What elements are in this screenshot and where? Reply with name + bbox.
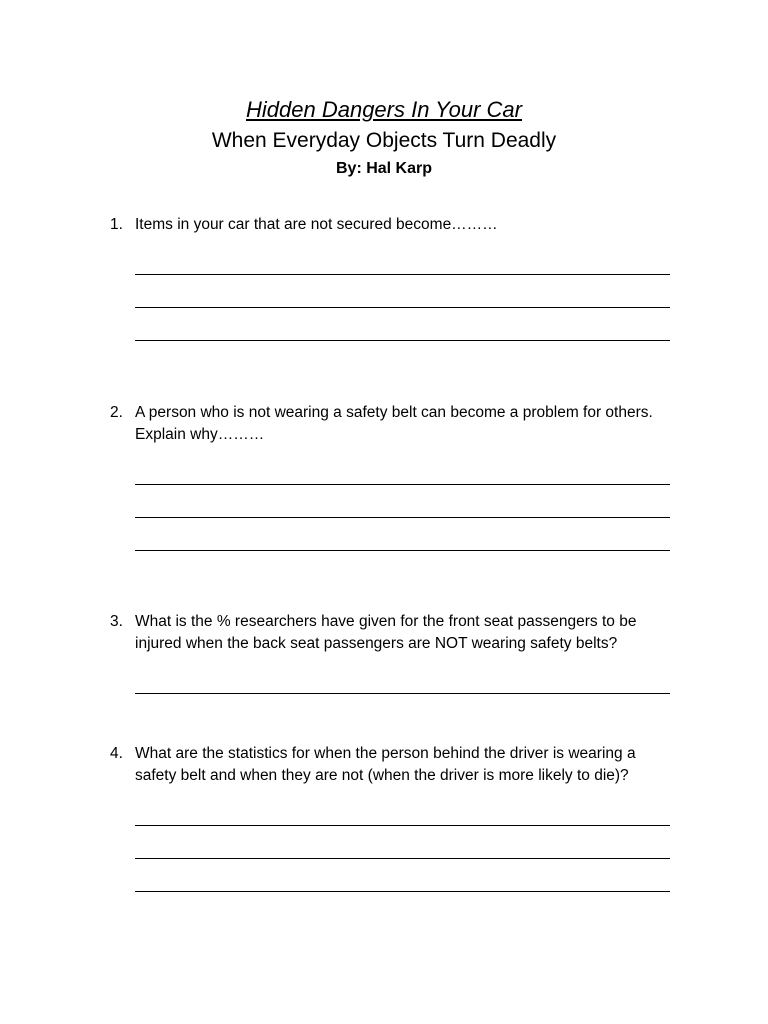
answer-line[interactable] — [135, 891, 670, 892]
question-text-line: A person who is not wearing a safety belt can become a problem for others. — [135, 404, 653, 421]
question-4 — [110, 743, 690, 787]
question-number: 3. — [110, 613, 123, 630]
question-text — [135, 611, 690, 655]
answer-line[interactable] — [135, 858, 670, 859]
answer-line[interactable] — [135, 517, 670, 518]
answer-line[interactable] — [135, 484, 670, 485]
question-text-line: What are the statistics for when the person behind the driver is wearing a — [135, 745, 636, 762]
answer-line[interactable] — [135, 340, 670, 341]
document-byline: By: Hal Karp — [335, 160, 433, 177]
question-text — [135, 402, 690, 446]
question-text: Items in your car that are not secured become……… — [135, 216, 498, 233]
question-number: 1. — [110, 216, 123, 233]
answer-line[interactable] — [135, 274, 670, 275]
answer-line[interactable] — [135, 307, 670, 308]
question-text — [135, 743, 690, 787]
answer-line[interactable] — [135, 693, 670, 694]
question-text-line: injured when the back seat passengers are NOT wearing safety belts? — [135, 635, 618, 652]
question-2 — [110, 402, 690, 446]
document-title: Hidden Dangers In Your Car — [246, 97, 522, 122]
question-text-line: Explain why……… — [135, 426, 265, 443]
question-text-line: safety belt and when they are not (when the driver is more likely to die)? — [135, 767, 629, 784]
question-number: 2. — [110, 404, 123, 421]
document-subtitle: When Everyday Objects Turn Deadly — [211, 129, 557, 152]
question-1 — [110, 214, 690, 236]
answer-line[interactable] — [135, 550, 670, 551]
question-number: 4. — [110, 745, 123, 762]
question-3 — [110, 611, 690, 655]
question-text-line: What is the % researchers have given for the front seat passengers to be — [135, 613, 637, 630]
answer-line[interactable] — [135, 825, 670, 826]
